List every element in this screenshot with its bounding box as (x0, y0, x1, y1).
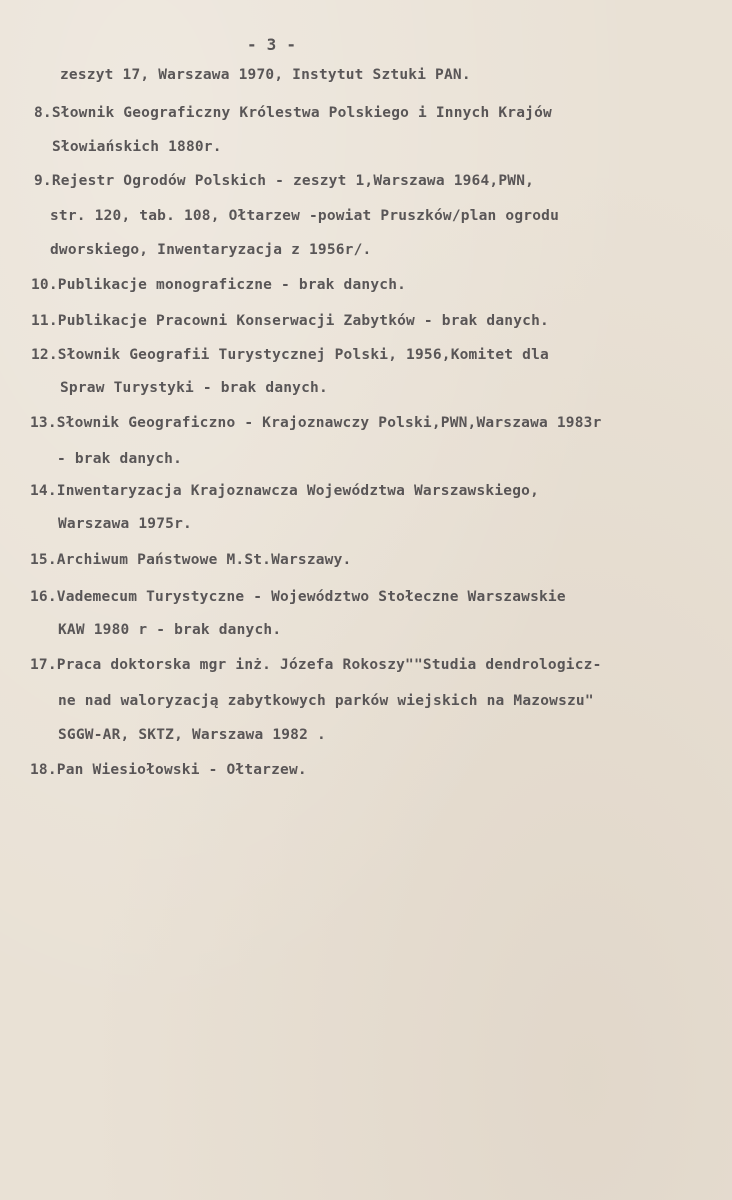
list-item: 8.Słownik Geograficzny Królestwa Polskiego i Innych Krajów (34, 105, 552, 121)
list-item: str. 120, tab. 108, Ołtarzew -powiat Pruszków/plan ogrodu (50, 208, 559, 224)
list-item: Spraw Turystyki - brak danych. (60, 380, 328, 396)
list-item: Słowiańskich 1880r. (52, 139, 222, 155)
list-item: zeszyt 17, Warszawa 1970, Instytut Sztuki PAN. (60, 67, 471, 83)
list-item: 17.Praca doktorska mgr inż. Józefa Rokoszy""Studia dendrologicz- (30, 657, 602, 673)
list-item: 14.Inwentaryzacja Krajoznawcza Województwa Warszawskiego, (30, 483, 539, 499)
list-item: 13.Słownik Geograficzno - Krajoznawczy Polski,PWN,Warszawa 1983r (30, 415, 602, 431)
page-number: - 3 - (247, 35, 297, 54)
list-item: dworskiego, Inwentaryzacja z 1956r/. (50, 242, 372, 258)
list-item: 10.Publikacje monograficzne - brak danych. (31, 277, 407, 293)
list-item: 11.Publikacje Pracowni Konserwacji Zabytków - brak danych. (31, 313, 549, 329)
list-item: 16.Vademecum Turystyczne - Województwo Stołeczne Warszawskie (30, 589, 566, 605)
list-item: - brak danych. (57, 451, 183, 467)
list-item: 12.Słownik Geografii Turystycznej Polski, 1956,Komitet dla (31, 347, 549, 363)
list-item: 15.Archiwum Państwowe M.St.Warszawy. (30, 552, 352, 568)
list-item: 9.Rejestr Ogrodów Polskich - zeszyt 1,Warszawa 1964,PWN, (34, 173, 535, 189)
list-item: 18.Pan Wiesiołowski - Ołtarzew. (30, 762, 307, 778)
list-item: SGGW-AR, SKTZ, Warszawa 1982 . (58, 727, 326, 743)
list-item: ne nad waloryzacją zabytkowych parków wiejskich na Mazowszu" (58, 693, 594, 709)
list-item: KAW 1980 r - brak danych. (58, 622, 282, 638)
list-item: Warszawa 1975r. (58, 516, 192, 532)
